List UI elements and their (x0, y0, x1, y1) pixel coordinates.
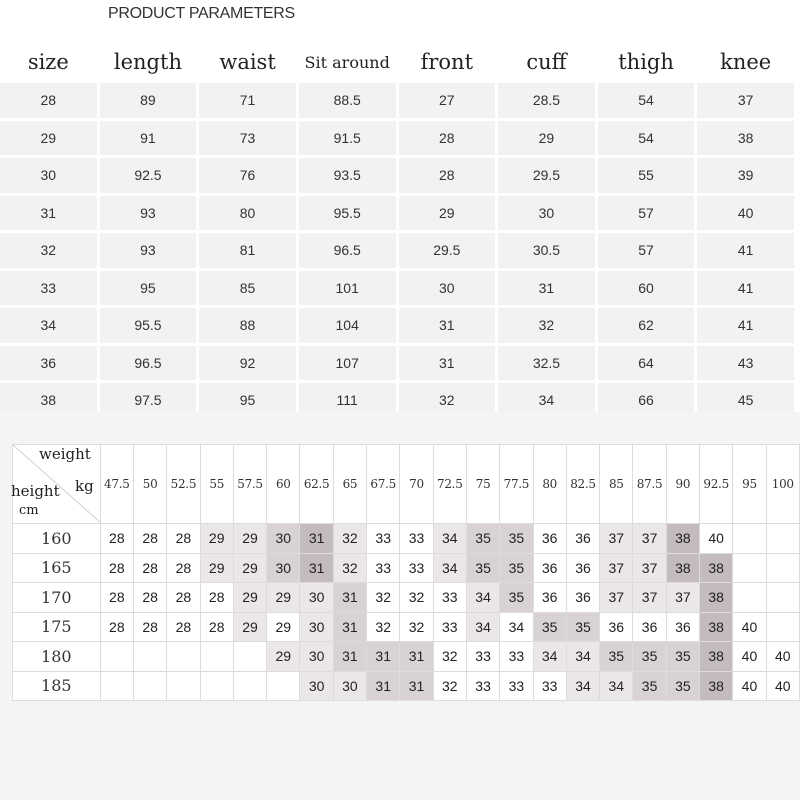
height-row (13, 553, 800, 583)
weight-header-cell: 72.5 (433, 445, 466, 524)
params-body (0, 83, 794, 418)
size-cell: 33 (433, 612, 466, 642)
size-cell: 37 (600, 583, 633, 613)
size-cell: 30 (267, 553, 300, 583)
size-cell: 35 (633, 642, 666, 672)
params-cell: 95.5 (299, 196, 396, 231)
size-cell: 31 (300, 553, 333, 583)
params-cell: 34 (498, 383, 595, 418)
size-cell: 32 (366, 612, 399, 642)
params-cell: 80 (199, 196, 296, 231)
size-cell: 29 (267, 642, 300, 672)
size-cell: 29 (233, 553, 266, 583)
size-cell: 40 (766, 671, 799, 701)
size-cell: 29 (233, 524, 266, 554)
params-cell: 28 (399, 158, 496, 193)
height-cell: 180 (13, 642, 101, 672)
weight-header-cell: 85 (600, 445, 633, 524)
size-cell: 37 (633, 524, 666, 554)
weight-header-cell: 82.5 (566, 445, 599, 524)
weight-header-cell: 60 (267, 445, 300, 524)
kg-label: kg (75, 477, 94, 495)
weight-header-cell: 55 (200, 445, 233, 524)
size-cell: 28 (167, 583, 200, 613)
size-cell: 38 (699, 553, 732, 583)
size-cell: 30 (267, 524, 300, 554)
size-cell: 33 (400, 553, 433, 583)
params-cell: 76 (199, 158, 296, 193)
weight-header-cell: 75 (467, 445, 500, 524)
size-cell: 35 (600, 642, 633, 672)
size-cell: 35 (467, 524, 500, 554)
params-cell: 95.5 (100, 308, 197, 343)
size-cell: 33 (400, 524, 433, 554)
params-header-cell: thigh (598, 44, 695, 80)
weight-header-cell: 87.5 (633, 445, 666, 524)
size-cell: 36 (533, 524, 566, 554)
params-cell: 41 (697, 271, 794, 306)
params-cell: 93.5 (299, 158, 396, 193)
weight-header-cell: 92.5 (699, 445, 732, 524)
size-cell: 37 (633, 583, 666, 613)
weight-header-row (13, 445, 800, 524)
size-cell: 38 (699, 612, 732, 642)
params-cell: 91 (100, 121, 197, 156)
size-cell (167, 642, 200, 672)
size-cell: 34 (467, 612, 500, 642)
size-cell: 28 (167, 612, 200, 642)
size-cell: 32 (366, 583, 399, 613)
params-cell: 101 (299, 271, 396, 306)
size-cell: 28 (134, 524, 167, 554)
size-cell: 35 (533, 612, 566, 642)
height-cell: 170 (13, 583, 101, 613)
size-cell: 34 (433, 553, 466, 583)
params-cell: 30 (0, 158, 97, 193)
size-cell: 31 (366, 642, 399, 672)
params-cell: 32.5 (498, 346, 595, 381)
params-cell: 97.5 (100, 383, 197, 418)
size-cell: 34 (600, 671, 633, 701)
params-cell: 29 (399, 196, 496, 231)
params-cell: 37 (697, 83, 794, 118)
size-cell: 31 (366, 671, 399, 701)
height-row (13, 642, 800, 672)
size-cell (733, 524, 766, 554)
page-title: PRODUCT PARAMETERS (108, 5, 295, 22)
size-cell (200, 671, 233, 701)
size-cell: 36 (533, 583, 566, 613)
params-cell: 89 (100, 83, 197, 118)
params-cell: 31 (399, 346, 496, 381)
size-cell: 35 (500, 553, 533, 583)
size-cell: 29 (267, 583, 300, 613)
size-cell (766, 583, 799, 613)
params-cell: 71 (199, 83, 296, 118)
params-row (0, 196, 794, 231)
weight-header-cell: 50 (134, 445, 167, 524)
params-cell: 93 (100, 233, 197, 268)
params-cell: 66 (598, 383, 695, 418)
size-cell: 36 (566, 524, 599, 554)
size-cell: 28 (134, 583, 167, 613)
size-cell: 33 (467, 642, 500, 672)
params-cell: 30 (498, 196, 595, 231)
section-divider (0, 412, 800, 428)
size-cell: 32 (333, 553, 366, 583)
params-cell: 28 (399, 121, 496, 156)
size-cell (134, 671, 167, 701)
params-cell: 41 (697, 233, 794, 268)
params-cell: 73 (199, 121, 296, 156)
height-cell: 160 (13, 524, 101, 554)
weight-header-cell: 80 (533, 445, 566, 524)
params-cell: 41 (697, 308, 794, 343)
params-cell: 32 (399, 383, 496, 418)
params-cell: 34 (0, 308, 97, 343)
params-header-row (0, 44, 794, 80)
size-cell: 28 (200, 583, 233, 613)
size-cell: 38 (699, 583, 732, 613)
size-cell: 37 (633, 553, 666, 583)
size-cell: 31 (300, 524, 333, 554)
size-cell: 32 (400, 612, 433, 642)
size-cell (733, 583, 766, 613)
weight-header-cell: 77.5 (500, 445, 533, 524)
params-cell: 38 (697, 121, 794, 156)
size-cell: 36 (533, 553, 566, 583)
params-cell: 62 (598, 308, 695, 343)
params-row (0, 121, 794, 156)
size-cell: 37 (600, 524, 633, 554)
size-cell: 33 (500, 671, 533, 701)
params-cell: 57 (598, 196, 695, 231)
size-cell: 35 (500, 524, 533, 554)
height-cell: 185 (13, 671, 101, 701)
params-cell: 30 (399, 271, 496, 306)
size-cell: 31 (333, 583, 366, 613)
height-row (13, 671, 800, 701)
params-cell: 96.5 (100, 346, 197, 381)
params-cell: 29.5 (498, 158, 595, 193)
weight-header-cell: 57.5 (233, 445, 266, 524)
params-cell: 29 (0, 121, 97, 156)
size-cell (233, 671, 266, 701)
size-cell: 35 (467, 553, 500, 583)
size-cell: 30 (300, 642, 333, 672)
size-cell: 33 (467, 671, 500, 701)
params-cell: 88 (199, 308, 296, 343)
size-cell: 28 (100, 524, 133, 554)
params-cell: 32 (498, 308, 595, 343)
size-cell: 28 (167, 524, 200, 554)
size-cell: 35 (566, 612, 599, 642)
size-cell: 33 (366, 553, 399, 583)
weight-header-cell: 52.5 (167, 445, 200, 524)
size-cell: 30 (300, 583, 333, 613)
params-header-cell: front (399, 44, 496, 80)
size-cell: 33 (533, 671, 566, 701)
params-cell: 104 (299, 308, 396, 343)
size-cell: 29 (200, 524, 233, 554)
params-cell: 95 (199, 383, 296, 418)
size-cell: 28 (134, 612, 167, 642)
size-cell: 35 (633, 671, 666, 701)
weight-header-cell: 90 (666, 445, 699, 524)
size-cell: 36 (633, 612, 666, 642)
size-cell: 28 (100, 553, 133, 583)
size-cell: 35 (500, 583, 533, 613)
height-label: height (11, 482, 60, 500)
params-header-cell: Sit around (299, 44, 396, 80)
params-cell: 64 (598, 346, 695, 381)
size-cell: 36 (666, 612, 699, 642)
weight-header-cell: 100 (766, 445, 799, 524)
size-cell: 40 (699, 524, 732, 554)
size-cell: 31 (400, 671, 433, 701)
params-cell: 38 (0, 383, 97, 418)
size-cell: 40 (766, 642, 799, 672)
size-cell: 28 (100, 612, 133, 642)
params-header-cell: cuff (498, 44, 595, 80)
size-cell: 34 (533, 642, 566, 672)
params-cell: 36 (0, 346, 97, 381)
size-cell: 29 (233, 612, 266, 642)
weight-header-cell: 95 (733, 445, 766, 524)
weight-header-cell: 67.5 (366, 445, 399, 524)
size-cell (766, 612, 799, 642)
size-cell (733, 553, 766, 583)
size-cell: 32 (433, 671, 466, 701)
size-cell: 28 (134, 553, 167, 583)
params-cell: 93 (100, 196, 197, 231)
size-cell (766, 524, 799, 554)
size-cell (100, 642, 133, 672)
params-cell: 88.5 (299, 83, 396, 118)
size-cell (267, 671, 300, 701)
size-cell (766, 553, 799, 583)
params-cell: 57 (598, 233, 695, 268)
height-cell: 165 (13, 553, 101, 583)
params-cell: 54 (598, 83, 695, 118)
params-header-cell: waist (199, 44, 296, 80)
params-cell: 29.5 (399, 233, 496, 268)
params-cell: 27 (399, 83, 496, 118)
size-cell: 33 (500, 642, 533, 672)
size-cell: 34 (467, 583, 500, 613)
height-cell: 175 (13, 612, 101, 642)
size-cell: 36 (566, 583, 599, 613)
weight-header-cell: 47.5 (100, 445, 133, 524)
product-parameters-table (0, 41, 797, 421)
size-cell (100, 671, 133, 701)
params-cell: 29 (498, 121, 595, 156)
params-cell: 39 (697, 158, 794, 193)
size-cell: 29 (200, 553, 233, 583)
params-row (0, 271, 794, 306)
size-recommendation-table (12, 444, 800, 701)
weight-header-cell: 65 (333, 445, 366, 524)
size-cell: 40 (733, 671, 766, 701)
params-cell: 85 (199, 271, 296, 306)
size-cell (200, 642, 233, 672)
size-cell: 28 (200, 612, 233, 642)
params-row (0, 308, 794, 343)
size-cell: 33 (433, 583, 466, 613)
size-cell: 29 (233, 583, 266, 613)
size-cell: 32 (400, 583, 433, 613)
size-cell: 33 (366, 524, 399, 554)
params-cell: 54 (598, 121, 695, 156)
height-row (13, 524, 800, 554)
size-cell: 34 (500, 612, 533, 642)
params-cell: 55 (598, 158, 695, 193)
params-cell: 31 (399, 308, 496, 343)
params-cell: 33 (0, 271, 97, 306)
size-cell: 34 (433, 524, 466, 554)
params-cell: 81 (199, 233, 296, 268)
size-cell: 35 (666, 642, 699, 672)
weight-header-cell: 70 (400, 445, 433, 524)
params-cell: 111 (299, 383, 396, 418)
height-row (13, 583, 800, 613)
size-cell (233, 642, 266, 672)
params-cell: 28 (0, 83, 97, 118)
size-cell: 30 (333, 671, 366, 701)
size-cell: 38 (666, 553, 699, 583)
size-cell (167, 671, 200, 701)
params-header-cell: length (100, 44, 197, 80)
size-cell: 37 (666, 583, 699, 613)
params-cell: 43 (697, 346, 794, 381)
size-cell: 32 (433, 642, 466, 672)
size-cell: 37 (600, 553, 633, 583)
size-cell: 38 (666, 524, 699, 554)
size-cell: 35 (666, 671, 699, 701)
weight-label: weight (39, 445, 91, 463)
params-cell: 40 (697, 196, 794, 231)
params-header-cell: knee (697, 44, 794, 80)
size-cell: 32 (333, 524, 366, 554)
size-cell: 40 (733, 612, 766, 642)
size-cell: 40 (733, 642, 766, 672)
params-row (0, 346, 794, 381)
params-header-cell: size (0, 44, 97, 80)
size-cell: 28 (167, 553, 200, 583)
params-row (0, 83, 794, 118)
size-cell: 36 (600, 612, 633, 642)
params-cell: 30.5 (498, 233, 595, 268)
size-cell: 31 (333, 642, 366, 672)
params-cell: 92.5 (100, 158, 197, 193)
params-row (0, 233, 794, 268)
size-cell: 30 (300, 612, 333, 642)
size-cell: 38 (699, 671, 732, 701)
params-cell: 107 (299, 346, 396, 381)
params-cell: 91.5 (299, 121, 396, 156)
size-cell: 29 (267, 612, 300, 642)
size-cell: 28 (100, 583, 133, 613)
params-row (0, 158, 794, 193)
params-cell: 96.5 (299, 233, 396, 268)
weight-header-cell: 62.5 (300, 445, 333, 524)
size-cell: 36 (566, 553, 599, 583)
params-cell: 92 (199, 346, 296, 381)
cm-label: cm (19, 503, 39, 518)
size-cell (134, 642, 167, 672)
params-cell: 28.5 (498, 83, 595, 118)
params-cell: 95 (100, 271, 197, 306)
params-cell: 45 (697, 383, 794, 418)
size-cell: 38 (699, 642, 732, 672)
params-cell: 60 (598, 271, 695, 306)
size-cell: 31 (333, 612, 366, 642)
corner-header-cell (13, 445, 101, 524)
size-cell: 34 (566, 671, 599, 701)
faded-footer (80, 720, 700, 728)
params-cell: 32 (0, 233, 97, 268)
size-cell: 31 (400, 642, 433, 672)
height-row (13, 612, 800, 642)
params-cell: 31 (0, 196, 97, 231)
params-cell: 31 (498, 271, 595, 306)
size-cell: 30 (300, 671, 333, 701)
size-cell: 34 (566, 642, 599, 672)
